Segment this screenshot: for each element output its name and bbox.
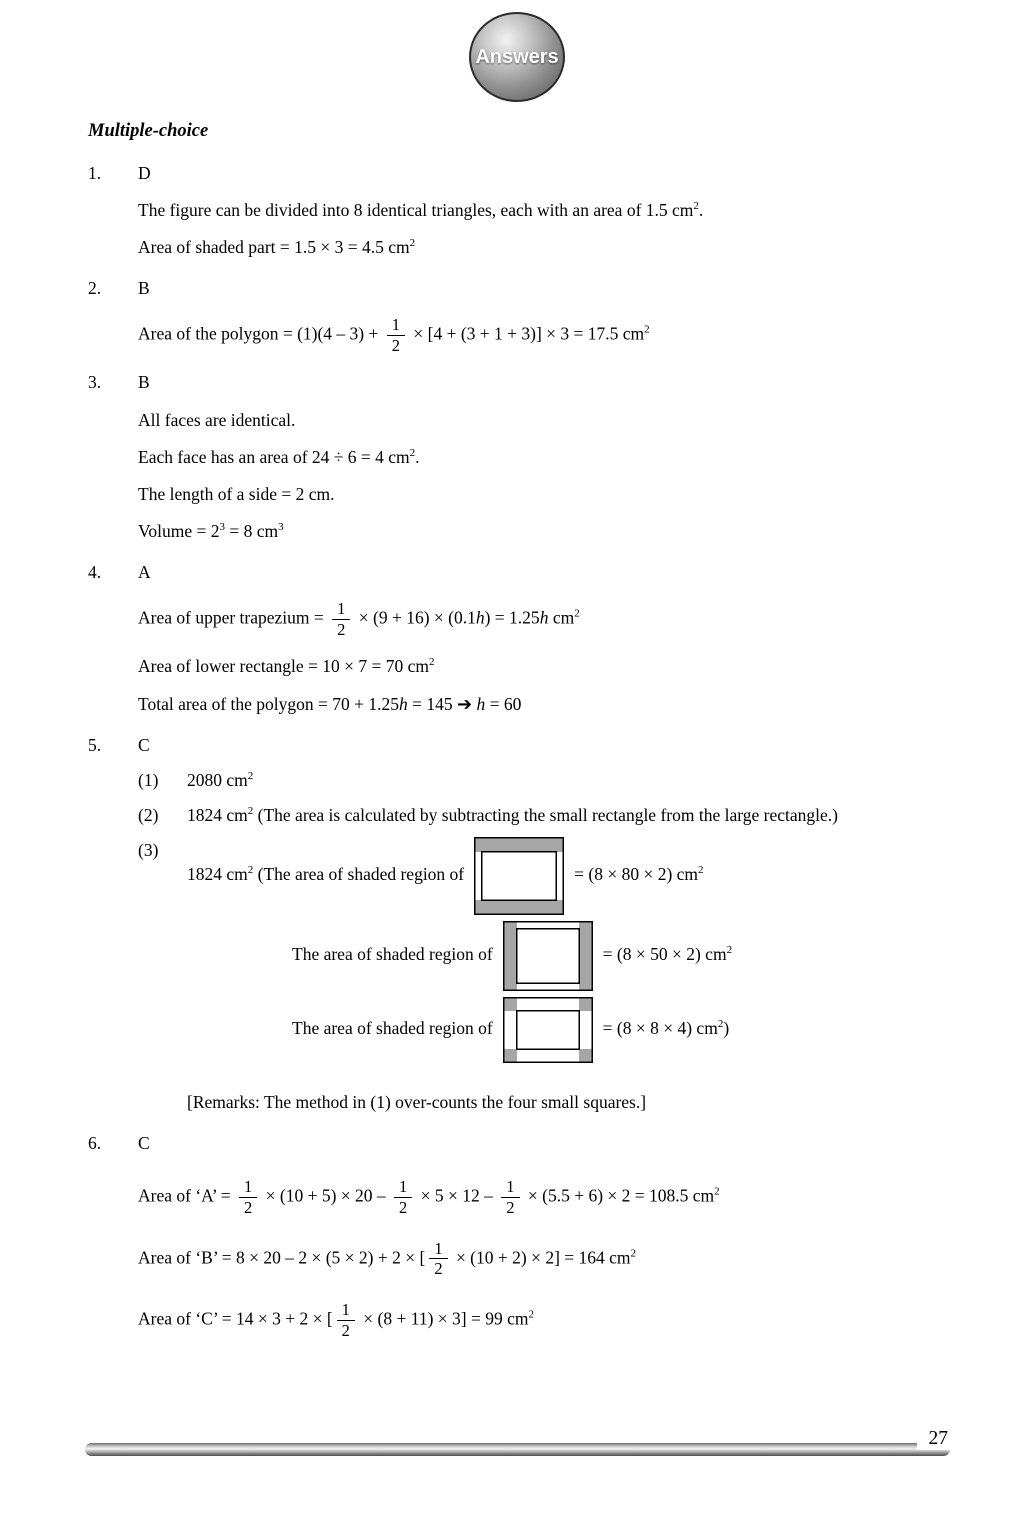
text-run: × [4 + (3 + 1 + 3)] × 3 = 17.5 cm xyxy=(409,323,645,344)
fraction-one-half xyxy=(394,1177,412,1218)
q3-line-3: The length of a side = 2 cm. xyxy=(138,484,335,505)
fraction-denominator: 2 xyxy=(434,1259,443,1279)
variable-h: h xyxy=(399,693,408,714)
q5-item-1-label: (1) xyxy=(138,769,159,790)
q5-item-1-text xyxy=(187,767,949,793)
superscript: 2 xyxy=(726,944,733,957)
text-run: Area of upper trapezium = xyxy=(138,607,329,628)
question-2 xyxy=(88,275,949,356)
fraction-one-half xyxy=(501,1177,519,1218)
q1-number: 1. xyxy=(88,162,102,183)
q5-item-3-label: (3) xyxy=(138,840,159,861)
question-4 xyxy=(88,559,949,718)
fraction-one-half xyxy=(332,599,350,640)
q1-line-2 xyxy=(138,234,949,260)
fraction-one-half xyxy=(337,1300,355,1341)
text-run: = (8 × 80 × 2) cm xyxy=(574,864,699,885)
question-1 xyxy=(88,160,949,261)
text-run: Area of lower rectangle = 10 × 7 = 70 cm xyxy=(138,656,430,677)
superscript: 2 xyxy=(714,1185,720,1198)
fraction-numerator: 1 xyxy=(387,315,405,336)
text-run: × 5 × 12 – xyxy=(416,1185,498,1206)
fraction-denominator: 2 xyxy=(244,1197,253,1217)
q4-line-3 xyxy=(138,691,949,718)
q5-body xyxy=(138,767,949,1116)
footer-divider-bar xyxy=(85,1443,950,1456)
variable-h: h xyxy=(475,607,485,628)
q3-answer-letter: B xyxy=(138,372,150,393)
q1-answer-row xyxy=(88,160,949,186)
text-run: cm xyxy=(548,607,575,628)
page-number: 27 xyxy=(917,1428,951,1450)
q6-line-a xyxy=(138,1177,949,1218)
text-run: = (8 × 8 × 4) cm xyxy=(602,1018,718,1039)
superscript: 2 xyxy=(247,805,254,818)
text-run: Area of shaded part = 1.5 × 3 = 4.5 cm xyxy=(138,237,410,258)
q3-answer-row xyxy=(88,369,949,395)
q2-line-1 xyxy=(138,315,949,356)
q3-line-2 xyxy=(138,444,949,470)
q5-answer-row xyxy=(88,732,949,758)
fraction-numerator: 1 xyxy=(394,1177,412,1198)
q4-line-1 xyxy=(138,599,949,640)
text-run: The figure can be divided into 8 identical triangles, each with an area of 1.5 cm xyxy=(138,200,694,220)
superscript: 2 xyxy=(693,200,699,213)
q1-body xyxy=(138,197,949,261)
superscript: 2 xyxy=(429,656,435,669)
q3-body xyxy=(138,407,949,545)
fraction-numerator: 1 xyxy=(239,1177,257,1198)
q3-number: 3. xyxy=(88,372,102,393)
text-run: × (10 + 5) × 20 – xyxy=(261,1185,391,1206)
q5-item-3-line-2 xyxy=(292,921,949,991)
text-run: . xyxy=(698,200,704,220)
arrow-icon: ➔ xyxy=(457,693,473,715)
superscript: 2 xyxy=(698,864,704,877)
fraction-one-half xyxy=(387,315,405,356)
rect-figure-left-right-shaded xyxy=(503,921,593,991)
text-run: × (8 + 11) × 3] = 99 cm xyxy=(358,1308,529,1329)
q5-item-2 xyxy=(138,802,949,828)
q5-item-3-line-1 xyxy=(138,837,949,915)
fraction-denominator: 2 xyxy=(337,619,346,639)
text-run: . xyxy=(415,446,420,467)
text-run: Area of ‘B’ = 8 × 20 – 2 × (5 × 2) + 2 × [ xyxy=(138,1246,426,1267)
fraction-numerator: 1 xyxy=(501,1177,519,1198)
question-3 xyxy=(88,369,949,544)
q5-remarks: [Remarks: The method in (1) over-counts the four small squares.] xyxy=(187,1092,647,1113)
text-run: × (5.5 + 6) × 2 = 108.5 cm xyxy=(523,1185,715,1206)
fraction-numerator: 1 xyxy=(332,599,350,620)
fraction-denominator: 2 xyxy=(506,1197,515,1217)
superscript: 2 xyxy=(409,237,416,250)
fraction-numerator: 1 xyxy=(429,1239,447,1260)
q5-answer-letter: C xyxy=(138,734,150,755)
text-run: (The area of shaded region of xyxy=(253,864,465,885)
superscript: 2 xyxy=(409,447,416,460)
q6-answer-letter: C xyxy=(138,1132,150,1153)
text-run: The area of shaded region of xyxy=(292,944,493,965)
q1-line-1 xyxy=(138,197,949,223)
q3-line-4 xyxy=(138,518,949,544)
fraction-one-half xyxy=(239,1177,257,1218)
text-run: (The area is calculated by subtracting the small rectangle from the large rectangle.) xyxy=(253,805,838,826)
superscript: 2 xyxy=(574,607,580,620)
text-run: ) xyxy=(723,1018,730,1039)
text-run: × (9 + 16) × (0.1 xyxy=(354,607,476,628)
q6-line-c xyxy=(138,1300,949,1341)
text-run: The area of shaded region of xyxy=(292,1018,493,1039)
q5-item-2-text xyxy=(187,802,949,828)
q2-answer-letter: B xyxy=(138,277,150,298)
superscript: 2 xyxy=(644,323,650,336)
variable-h: h xyxy=(476,693,486,714)
q2-body xyxy=(138,315,949,356)
q6-body xyxy=(138,1177,949,1341)
text-run: = 145 xyxy=(407,693,458,714)
q4-number: 4. xyxy=(88,561,102,582)
q6-answer-row xyxy=(88,1130,949,1156)
text-run: × (10 + 2) × 2] = 164 cm xyxy=(451,1246,631,1267)
question-5 xyxy=(88,732,949,1116)
variable-h: h xyxy=(539,607,549,628)
text-run: = 8 cm xyxy=(225,521,279,542)
superscript: 2 xyxy=(717,1018,724,1031)
superscript: 2 xyxy=(528,1308,534,1321)
q5-item-1 xyxy=(138,767,949,793)
q1-answer-letter: D xyxy=(138,162,151,183)
text-run: Area of ‘C’ = 14 × 3 + 2 × [ xyxy=(138,1308,333,1329)
q5-item-3-line-3 xyxy=(292,997,949,1063)
text-run: = (8 × 50 × 2) cm xyxy=(602,944,727,965)
text-run: Volume = 2 xyxy=(138,521,220,542)
q6-number: 6. xyxy=(88,1132,102,1153)
answers-badge-label: Answers xyxy=(475,45,559,68)
fraction-numerator: 1 xyxy=(337,1300,355,1321)
text-run: Total area of the polygon = 70 + 1.25 xyxy=(138,693,400,714)
superscript: 2 xyxy=(630,1247,637,1260)
superscript: 3 xyxy=(219,521,225,534)
section-heading: Multiple-choice xyxy=(88,121,209,141)
q5-item-3-text xyxy=(187,837,949,915)
text-run: Each face has an area of 24 ÷ 6 = 4 cm xyxy=(138,446,410,467)
text-run: 1824 cm xyxy=(187,864,248,885)
text-run: 2080 cm xyxy=(187,769,248,790)
superscript: 3 xyxy=(278,521,284,534)
text-run: = 60 xyxy=(485,693,522,714)
q3-line-1: All faces are identical. xyxy=(138,409,296,430)
q4-line-2 xyxy=(138,653,949,679)
superscript: 2 xyxy=(247,864,254,877)
question-6 xyxy=(88,1130,949,1341)
text-run: ) = 1.25 xyxy=(484,607,540,628)
fraction-denominator: 2 xyxy=(341,1320,350,1340)
rect-figure-corners-shaded xyxy=(503,997,593,1063)
q4-body xyxy=(138,599,949,718)
q4-answer-row xyxy=(88,559,949,585)
fraction-one-half xyxy=(429,1239,447,1280)
q4-answer-letter: A xyxy=(138,561,151,582)
q5-item-2-label: (2) xyxy=(138,805,159,826)
fraction-denominator: 2 xyxy=(391,335,400,355)
rect-figure-top-bottom-shaded xyxy=(474,837,564,915)
q6-line-b xyxy=(138,1239,949,1280)
q5-number: 5. xyxy=(88,734,102,755)
text-run: Area of the polygon = (1)(4 – 3) + xyxy=(138,323,383,344)
answers-badge xyxy=(469,12,565,102)
q2-answer-row xyxy=(88,275,949,301)
superscript: 2 xyxy=(247,770,254,783)
q2-number: 2. xyxy=(88,277,102,298)
fraction-denominator: 2 xyxy=(399,1197,408,1217)
text-run: Area of ‘A’ = xyxy=(138,1185,236,1206)
text-run: 1824 cm xyxy=(187,805,248,826)
